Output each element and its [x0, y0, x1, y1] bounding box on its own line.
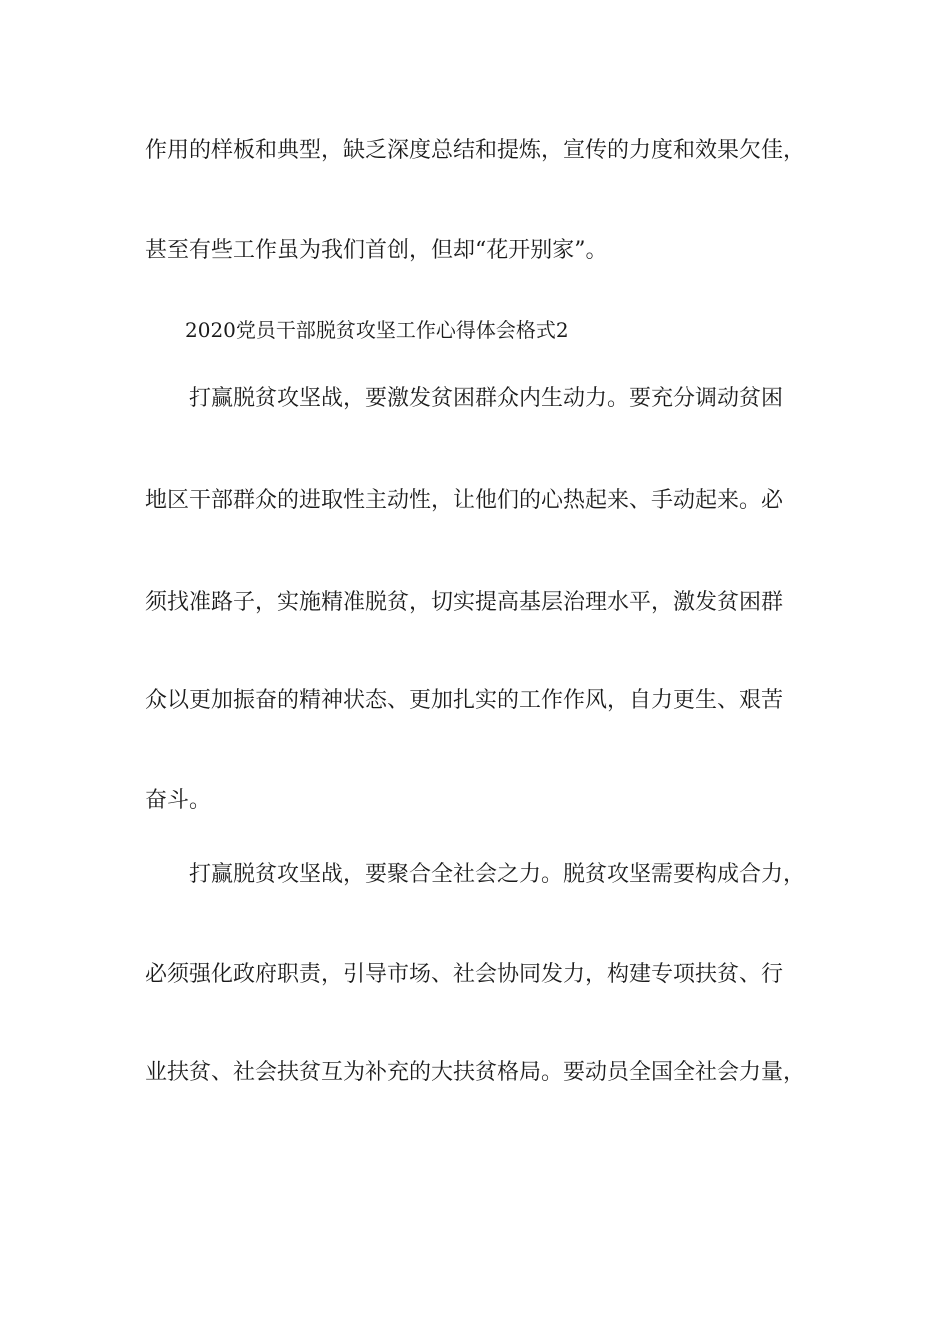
text-line: 众以更加振奋的精神状态、更加扎实的工作作风，自力更生、艰苦: [145, 688, 784, 713]
text-line: 业扶贫、社会扶贫互为补充的大扶贫格局。要动员全国全社会力量，: [145, 1060, 806, 1085]
text-line: 打赢脱贫攻坚战，要激发贫困群众内生动力。要充分调动贫困: [145, 386, 784, 411]
section-heading: 2020党员干部脱贫攻坚工作心得体会格式2: [145, 318, 569, 342]
text-line: 地区干部群众的进取性主动性，让他们的心热起来、手动起来。必: [145, 488, 784, 513]
text-line: 奋斗。: [145, 788, 212, 813]
text-line: 须找准路子，实施精准脱贫，切实提高基层治理水平，激发贫困群: [145, 590, 784, 615]
text-line: 作用的样板和典型，缺乏深度总结和提炼，宣传的力度和效果欠佳，: [145, 138, 806, 163]
text-line: 必须强化政府职责，引导市场、社会协同发力，构建专项扶贫、行: [145, 962, 784, 987]
text-line: 甚至有些工作虽为我们首创，但却“花开别家”。: [145, 238, 608, 263]
text-line: 打赢脱贫攻坚战，要聚合全社会之力。脱贫攻坚需要构成合力，: [145, 862, 806, 887]
